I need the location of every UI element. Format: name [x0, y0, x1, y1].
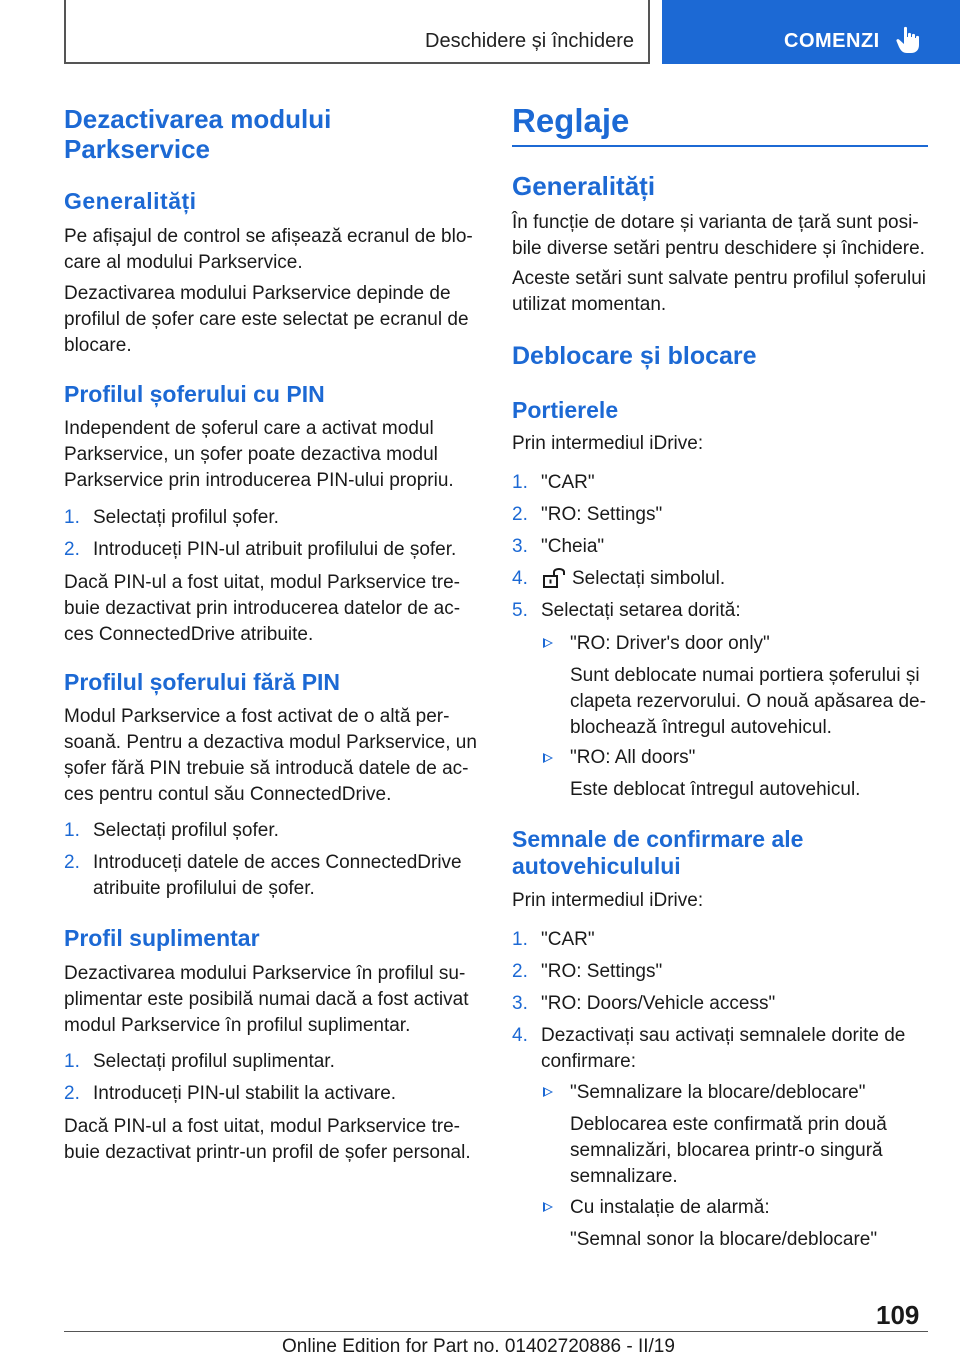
- option-item: "RO: All doors" Este deblocat întregul autovehicul.: [570, 747, 861, 800]
- paragraph: Aceste setări sunt salvate pentru profilul șoferului utilizat momentan.: [512, 268, 926, 315]
- list-item: 2. Introduceți PIN-ul atribuit profilului de șofer.: [64, 539, 457, 560]
- heading-unlock-lock: Deblocare și blocare: [512, 342, 757, 370]
- list-item: 2. Introduceți PIN-ul stabilit la activare.: [64, 1083, 397, 1104]
- heading-confirmation-signals: Semnale de confirmare ale autovehiculului: [512, 826, 804, 879]
- section-title-box: [64, 0, 650, 64]
- list-item: 3. "RO: Doors/Vehicle access": [512, 993, 776, 1014]
- heading-general-right: Generalități: [512, 171, 656, 201]
- paragraph: Pe afișajul de control se afișează ecranul de blo- care al modului Parkservice.: [64, 226, 473, 273]
- list-item: 2. "RO: Settings": [512, 504, 663, 525]
- heading-driver-profile-pin: Profilul șoferului cu PIN: [64, 381, 325, 407]
- option-item: "Semnalizare la blocare/deblocare" Deblocarea este confirmată prin două semnalizări, blocarea printr-o singură semnalizare.: [570, 1082, 887, 1187]
- page-number: 109: [876, 1300, 920, 1330]
- paragraph: Dacă PIN-ul a fost uitat, modul Parkservice tre- buie dezactivat printr-un profil de șofer personal.: [64, 1116, 471, 1163]
- page-header: [0, 0, 960, 66]
- paragraph: Dacă PIN-ul a fost uitat, modul Parkservice tre- buie dezactivat prin introducerea datelor de ac- ces ConnectedDrive atribuite.: [64, 572, 461, 645]
- bullet-triangle-icon: [543, 638, 553, 648]
- paragraph: Prin intermediul iDrive:: [512, 433, 704, 454]
- list-item: 1. Selectați profilul șofer.: [64, 820, 279, 841]
- footer-divider: [64, 1331, 928, 1332]
- list-item: 4. Dezactivați sau activați semnalele dorite de confirmare:: [512, 1025, 906, 1072]
- section-title-parkservice: Dezactivarea modului Parkservice: [64, 104, 332, 164]
- list-item: 4. Selectați simbolul.: [512, 568, 726, 589]
- list-item: 2. Introduceți datele de acces ConnectedDrive atribuite profilului de șofer.: [64, 852, 462, 899]
- bullet-triangle-icon: [543, 1202, 553, 1212]
- list-item: 2. "RO: Settings": [512, 961, 663, 982]
- option-item: "RO: Driver's door only" Sunt deblocate numai portiera șoferului și clapeta rezervorului. O nouă apăsarea de- blochează întregul autovehicul.: [570, 633, 926, 738]
- list-item: 3. "Cheia": [512, 536, 605, 557]
- footer-edition: Online Edition for Part no. 01402720886 - II/19: [282, 1336, 675, 1357]
- heading-doors: Portierele: [512, 397, 619, 423]
- section-title-settings: Reglaje: [512, 102, 630, 139]
- paragraph: Dezactivarea modului Parkservice în profilul su- plimentar este posibilă numai dacă a fost activat modul Parkservice în profilul suplimentar.: [64, 963, 469, 1036]
- paragraph: Prin intermediul iDrive:: [512, 890, 704, 911]
- option-item: Cu instalație de alarmă: "Semnal sonor la blocare/deblocare": [570, 1197, 878, 1250]
- list-item: 5. Selectați setarea dorită:: [512, 600, 741, 621]
- heading-general-left: Generalități: [64, 188, 197, 214]
- list-item: 1. "CAR": [512, 929, 595, 950]
- unlocked-padlock-icon: [542, 567, 568, 589]
- chapter-tab-label: COMENZI: [784, 30, 880, 52]
- paragraph: Dezactivarea modului Parkservice depinde de profilul de șofer care este selectat pe ecranul de blocare.: [64, 283, 469, 356]
- paragraph: În funcție de dotare și varianta de țară sunt posi- bile diverse setări pentru deschidere și închidere.: [512, 212, 925, 259]
- list-item: 1. "CAR": [512, 472, 595, 493]
- heading-additional-profile: Profil suplimentar: [64, 925, 260, 951]
- paragraph: Modul Parkservice a fost activat de o altă per- soană. Pentru a dezactiva modul Parkservice, un șofer fără PIN trebuie să introducă datele de ac- ces pentru contul său ConnectedDrive.: [64, 706, 477, 805]
- list-item: 1. Selectați profilul suplimentar.: [64, 1051, 335, 1072]
- hand-pointer-icon: [896, 26, 920, 54]
- section-title: Deschidere și închidere: [425, 30, 634, 52]
- list-item: 1. Selectați profilul șofer.: [64, 507, 279, 528]
- title-divider: [512, 145, 928, 147]
- bullet-triangle-icon: [543, 1087, 553, 1097]
- bullet-triangle-icon: [543, 753, 553, 763]
- heading-driver-profile-no-pin: Profilul șoferului fără PIN: [64, 669, 341, 695]
- paragraph: Independent de șoferul care a activat modul Parkservice, un șofer poate dezactiva modul Parkservice prin introducerea PIN-ului propriu.: [64, 418, 454, 491]
